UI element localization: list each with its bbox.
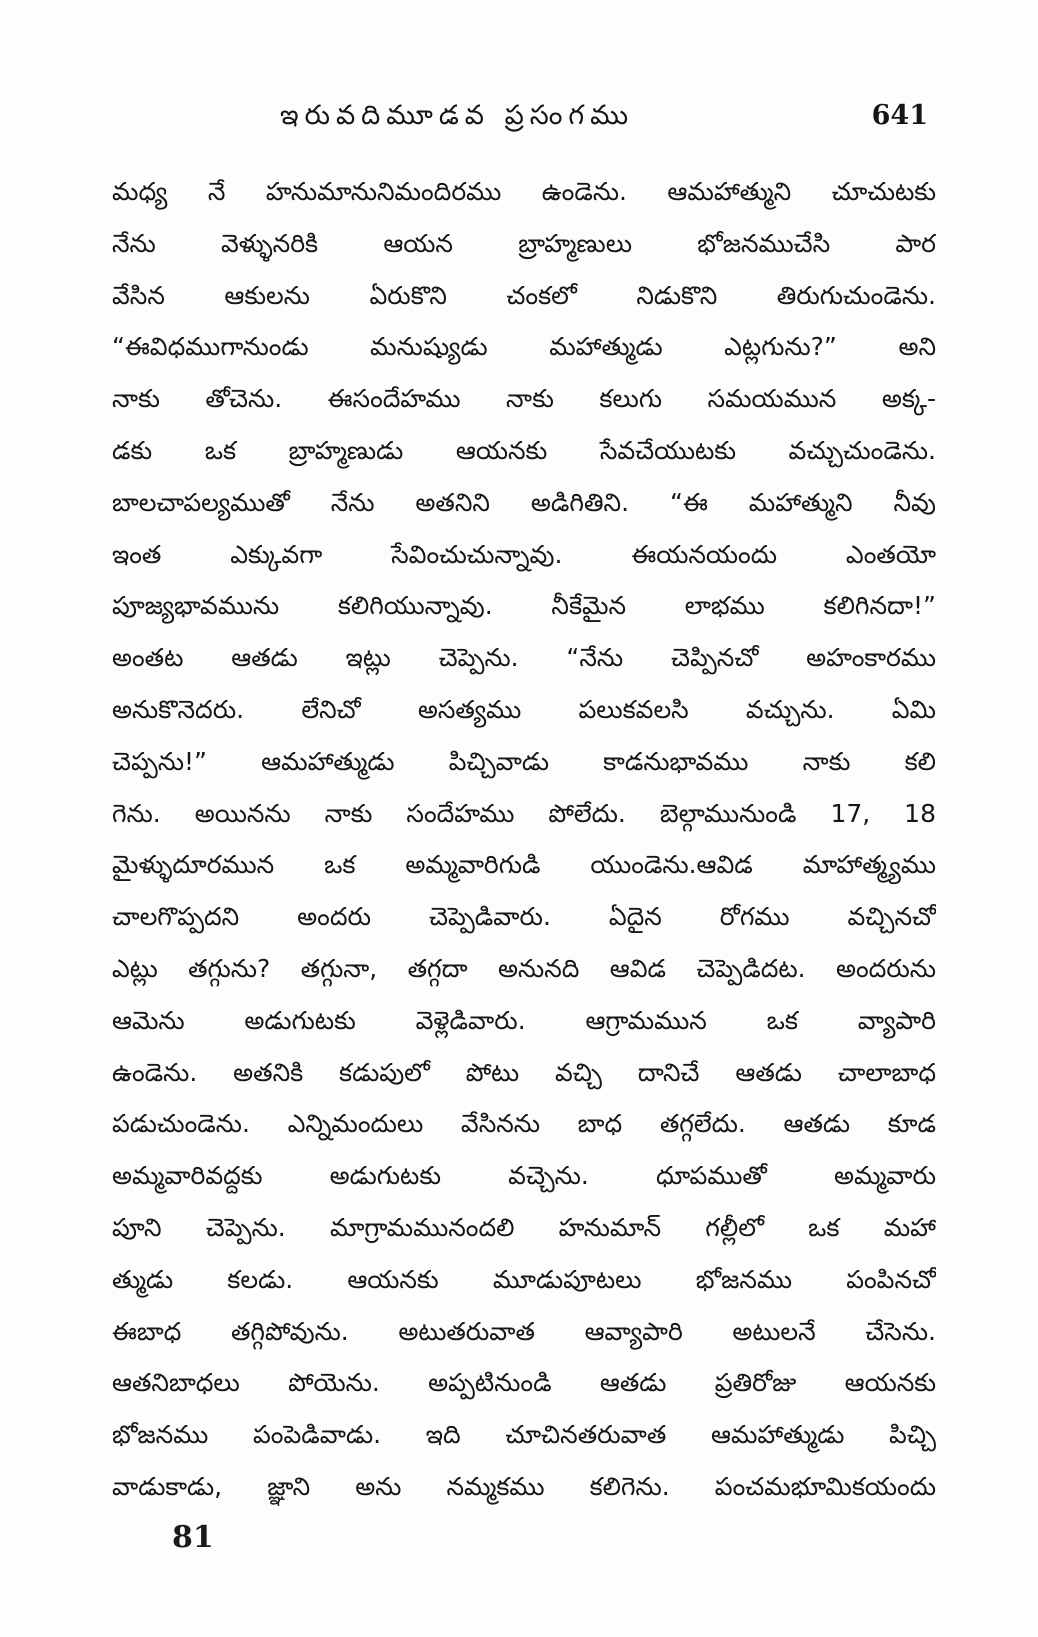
text-line: “ఈవిధముగానుండు మనుష్యుడు మహాత్ముడు ఎట్లగును?” అని	[112, 332, 936, 362]
text-line: ఉండెను. అతనికి కడుపులో పోటు వచ్చి దానిచే ఆతడు చాలాబాధ	[112, 1057, 936, 1087]
text-line: వేసిన ఆకులను ఏరుకొని చంకలో నిడుకొని తిరుగుచుండెను.	[112, 280, 936, 310]
page-number: 641	[871, 100, 928, 131]
signature-mark: 81	[172, 1520, 214, 1555]
text-line: త్ముడు కలడు. ఆయనకు మూడుపూటలు భోజనము పంపినచో	[112, 1264, 936, 1294]
text-line: మధ్య నే హనుమానునిమందిరము ఉండెను. ఆమహాత్ముని చూచుటకు	[112, 177, 936, 206]
text-line: ఈబాధ తగ్గిపోవును. అటుతరువాత ఆవ్యాపారి అటులనే చేసెను.	[112, 1316, 936, 1346]
text-line: భోజనము పంపెడివాడు. ఇది చూచినతరువాత ఆమహాత్ముడు పిచ్చి	[112, 1420, 936, 1450]
text-line: పూని చెప్పెను. మాగ్రామమునందలి హనుమాన్ గల్లీలో ఒక మహా	[112, 1212, 936, 1242]
running-title: ఇరువదిమూడవ ప్రసంగము	[280, 100, 635, 131]
text-line: మైళ్ళుదూరమున ఒక అమ్మవారిగుడి యుండెను.ఆవిడ మాహాత్మ్యము	[112, 850, 936, 880]
body-text	[112, 166, 936, 1513]
page-header	[112, 100, 932, 144]
text-line: బాలచాపల్యముతో నేను అతనిని అడిగితిని. “ఈ మహాత్ముని నీవు	[112, 487, 936, 517]
text-line: నేను వెళ్ళునరికి ఆయన బ్రాహ్మణులు భోజనముచేసి పార	[112, 228, 936, 258]
text-line: ఇంత ఎక్కువగా సేవించుచున్నావు. ఈయనయందు ఎంతయో	[112, 539, 936, 569]
text-line: పడుచుండెను. ఎన్నిమందులు వేసినను బాధ తగ్గలేదు. ఆతడు కూడ	[112, 1109, 936, 1139]
text-line: వాడుకాడు, జ్ఞాని అను నమ్మకము కలిగెను. పంచమభూమికయందు	[112, 1471, 936, 1501]
text-line: చెప్పను!” ఆమహాత్ముడు పిచ్చివాడు కాడనుభావము నాకు కలి	[112, 746, 936, 776]
text-line: ఆమెను అడుగుటకు వెళ్లెడివారు. ఆగ్రామమున ఒక వ్యాపారి	[112, 1005, 936, 1035]
text-line: అమ్మవారివద్దకు అడుగుటకు వచ్చెను. ధూపముతో అమ్మవారు	[112, 1161, 936, 1191]
text-line: నాకు తోచెను. ఈసందేహము నాకు కలుగు సమయమున అక్క-	[112, 384, 936, 414]
text-line: పూజ్యభావమును కలిగియున్నావు. నీకేమైన లాభము కలిగినదా!”	[112, 591, 936, 621]
text-line: ఆతనిబాధలు పోయెను. అప్పటినుండి ఆతడు ప్రతిరోజు ఆయనకు	[112, 1368, 936, 1398]
text-line: అంతట ఆతడు ఇట్లు చెప్పెను. “నేను చెప్పినచో అహంకారము	[112, 643, 936, 673]
text-line: డకు ఒక బ్రాహ్మణుడు ఆయనకు సేవచేయుటకు వచ్చుచుండెను.	[112, 435, 936, 465]
text-line: అనుకొనెదరు. లేనిచో అసత్యము పలుకవలసి వచ్చును. ఏమి	[112, 694, 936, 724]
text-line: చాలగొప్పదని అందరు చెప్పెడివారు. ఏదైన రోగము వచ్చినచో	[112, 902, 936, 932]
text-line: గెను. అయినను నాకు సందేహము పోలేదు. బెల్గామునుండి 17, 18	[112, 798, 936, 828]
text-line: ఎట్లు తగ్గును? తగ్గునా, తగ్గదా అనునది ఆవిడ చెప్పెడిదట. అందరును	[112, 953, 936, 983]
